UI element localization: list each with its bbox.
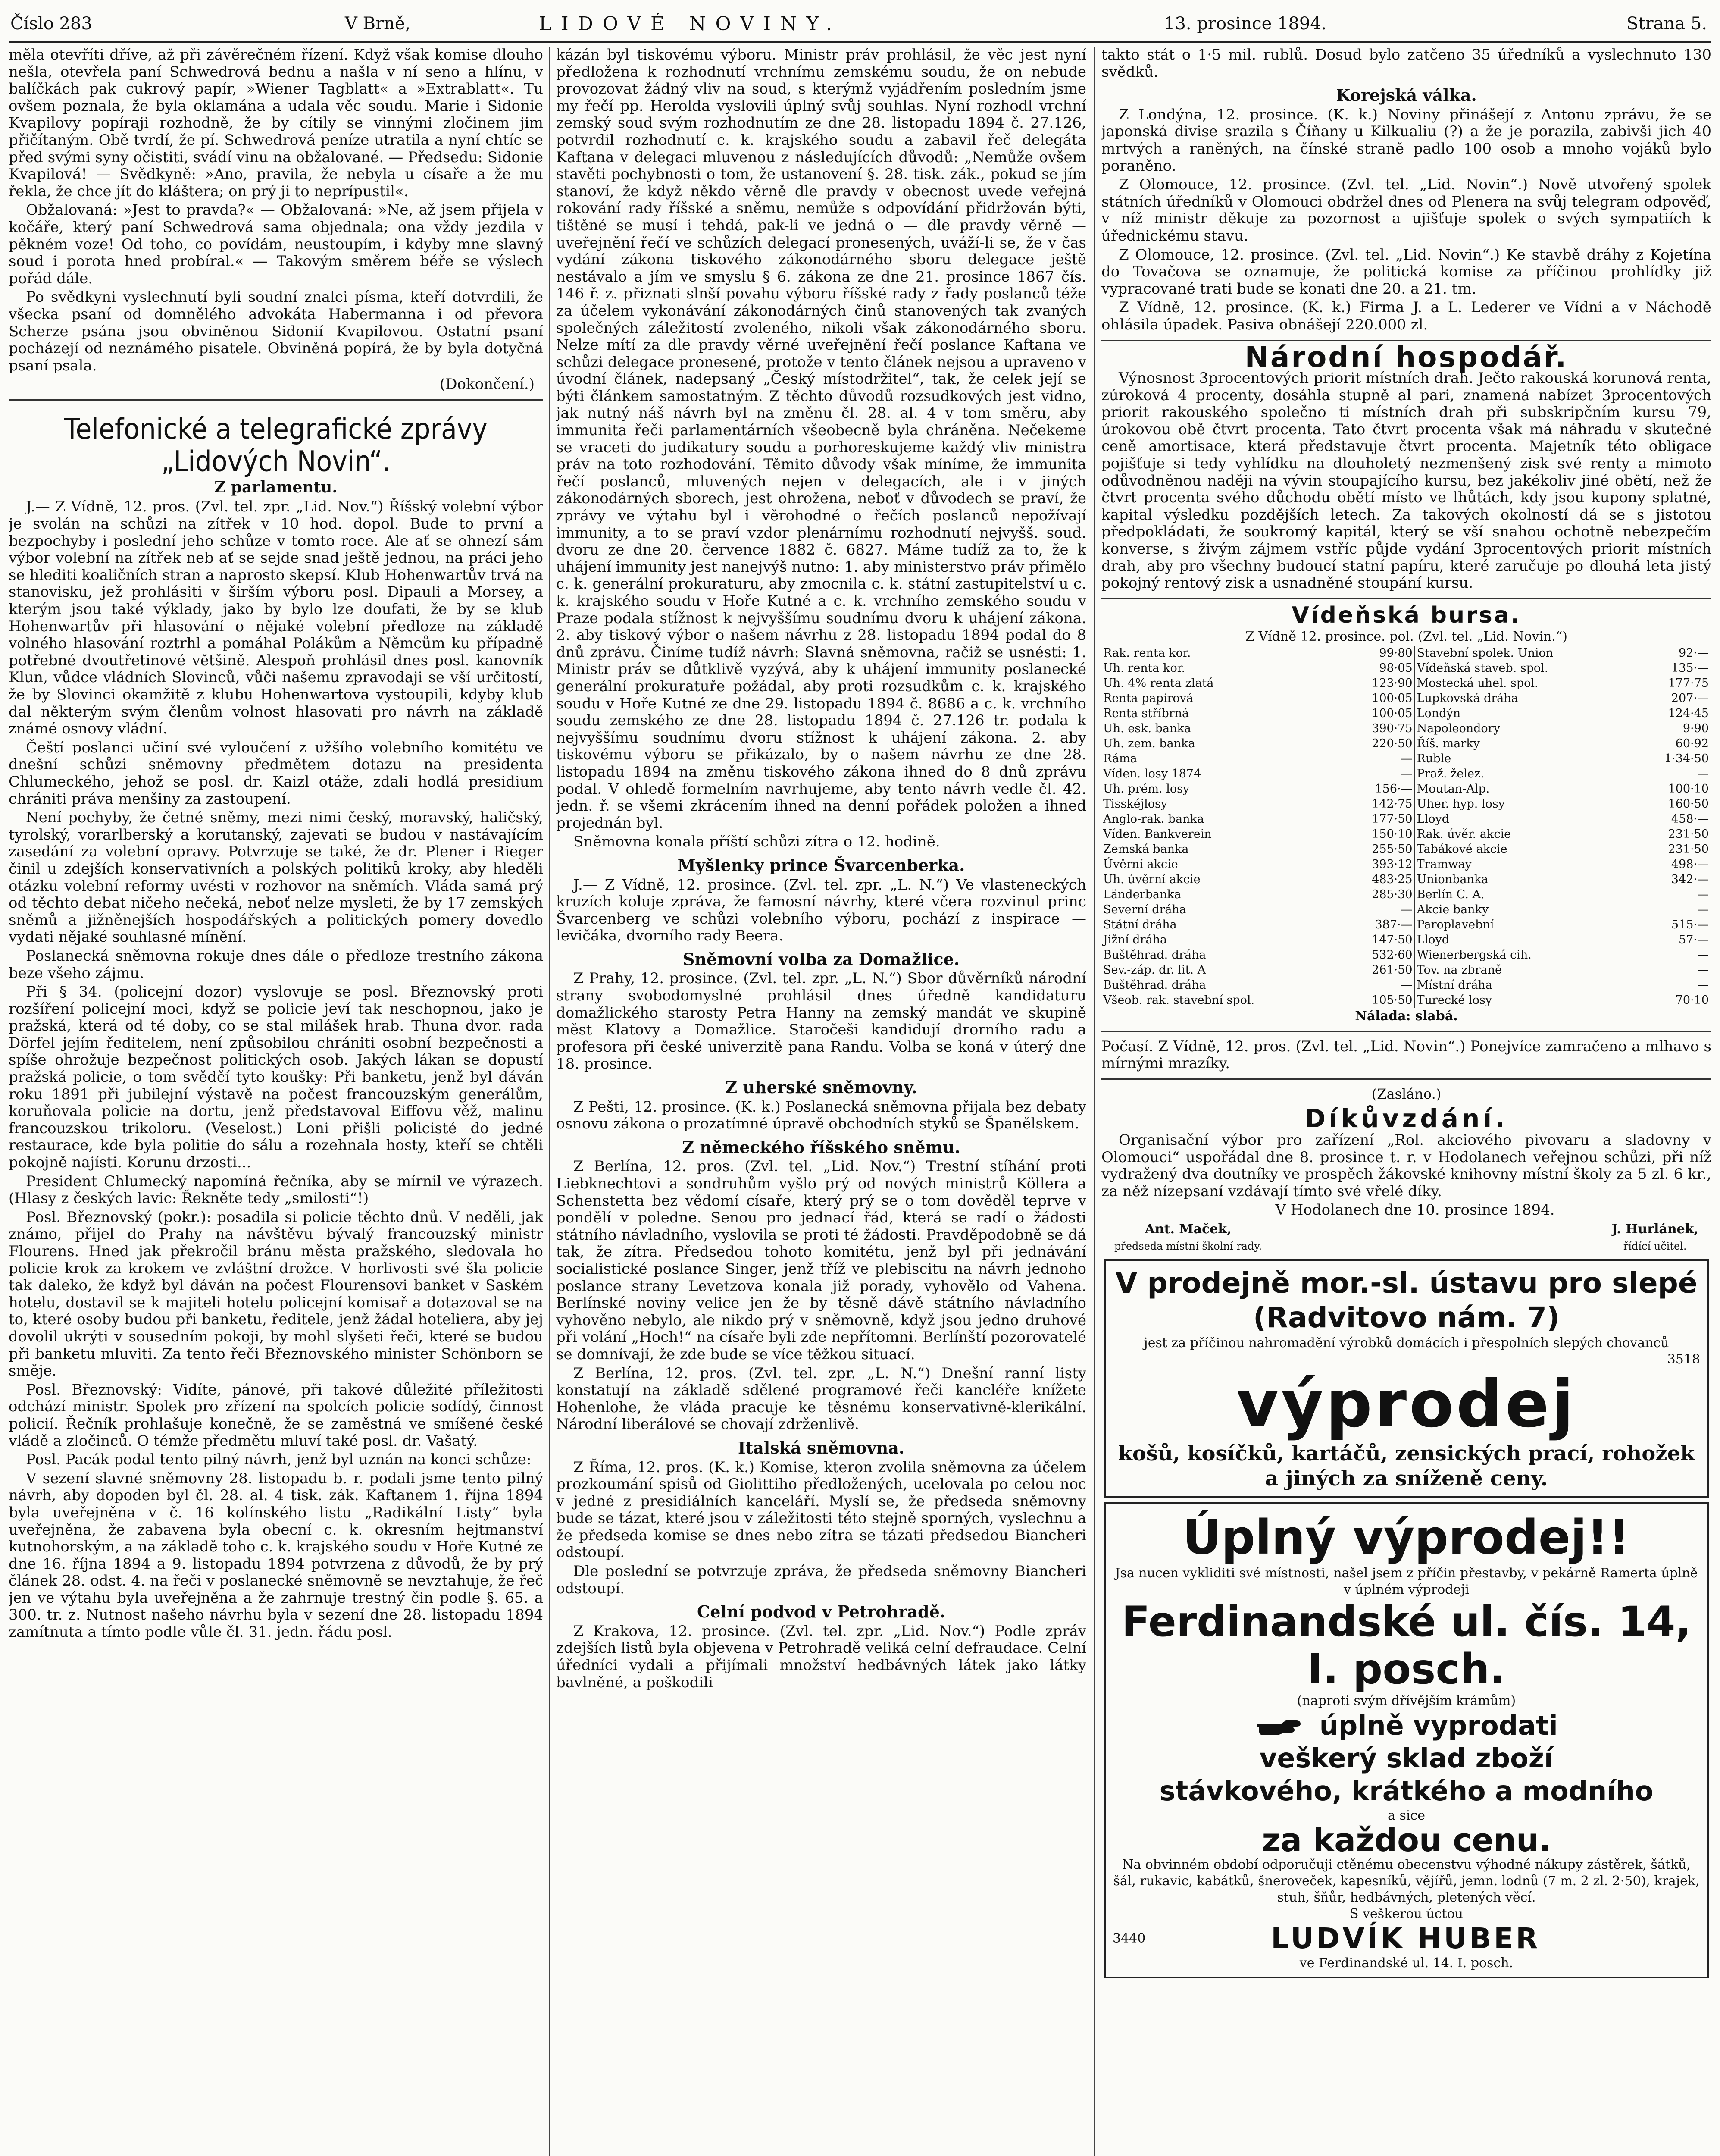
bourse-security: Lupkovská dráha [1417, 692, 1518, 705]
zaslano-label: (Zasláno.) [1371, 1085, 1442, 1102]
bourse-price: — [1345, 766, 1415, 781]
article-paragraph: Posl. Pacák podal tento pilný návrh, jenž byl uznán na konci schůze: [26, 1451, 532, 1469]
bourse-row [1101, 993, 1711, 1008]
bourse-row [1101, 796, 1711, 812]
bourse-price: 387·— [1345, 917, 1415, 932]
bourse-price: 150·10 [1345, 827, 1415, 842]
bourse-price: 1·34·50 [1635, 751, 1711, 766]
bourse-security: Tisskéjlosy [1103, 797, 1168, 811]
ad-items: Na obvinném období odporučuji ctěnému obecenstvu výhodné nákupy zástěrek, šátků, šál, rukavic, kabátků, šneroveček, kapesníků, vějířů, jemn. lodnů (7 m. 2 zl. 2·50), krajek, stuh, šňůr, hedbávných, pletených věcí. [1113, 1857, 1700, 1905]
signature-name: J. Hurlánek, [1611, 1221, 1698, 1237]
bourse-price: 231·50 [1635, 842, 1711, 857]
ad-number: 3518 [1667, 1352, 1700, 1367]
bourse-price: 123·90 [1345, 676, 1415, 691]
bourse-row [1101, 872, 1711, 887]
article-paragraph: Z Prahy, 12. prosince. (Zvl. tel. zpr. „L. N.“) Sbor důvěrníků národní strany svobodomyslné prohlásil dnes úředně kandidaturu domažlického starosty Petra Hanny na zemský mandát ve skupině měst Klatovy a Domažlice. Staročeši kandidují drorního radu a profesora při české univerzitě pana Randu. Volba se koná v úterý dne 18. prosince. [556, 970, 1086, 1073]
bourse-price: 393·12 [1345, 857, 1415, 872]
article-paragraph: Z Berlína, 12. pros. (Zvl. tel. „Lid. Nov.“) Trestní stíhání proti Liebknechtovi a sondruhům vyšlo prý od nových ministrů Köllera a Schenstetta bez vědomí císaře, který prý se o tom dověděl teprve v pondělí v poledne. Senou pro jednací řád, která se radí o žádosti státního návladního, vyslovila se proti té žádosti. Pravděpodobně se dá tak, že zítra. Předsedou tohoto komitétu, jenž byl při jednávání socialistické poslance Singer, jenž tříž ve plebiscitu na návrh jednoho poslance strany Levetzova konala již porady, vyhovělo od Vahena. Berlínské noviny velice jen že by těsně dávě státního návladního vyhověno nebylo, ale nikdo prý v sněmovně, když jsou jedno druhové při volání „Hoch!“ na císaře byli zde nepřítomni. Berlínští pozorovatelé se domnívají, že zde bude se více těžkou situací. [556, 1158, 1086, 1363]
bourse-price: 156·— [1345, 781, 1415, 796]
bourse-security: Ruble [1417, 752, 1451, 765]
bourse-security: Ráma [1103, 752, 1137, 765]
bourse-row [1101, 827, 1711, 842]
ad-big-line: veškerý sklad zboží [1259, 1742, 1554, 1774]
bourse-security: Tramway [1417, 858, 1472, 871]
article-paragraph: Sněmovna konala příští schůzi zítra o 12. hodině. [573, 833, 940, 851]
section-headline: Telefonické a telegrafické zprávy „Lidových Novin“. [64, 412, 488, 478]
bourse-price: 160·50 [1635, 796, 1711, 812]
ad-text: S veškerou úctou [1350, 1906, 1463, 1922]
article-paragraph: Posl. Březnovský: Vidíte, pánové, při takové důležité příležitosti odchází ministr. Spolek pro zřízení na spolcích policie sodídý, činnost policií. Řečník prohlašuje konečně, že se zaměstná ve smíšené české vládě a zločinců. O témže předmětu mluví také posl. dr. Vašatý. [9, 1381, 543, 1450]
bourse-security: Všeob. rak. stavební spol. [1103, 993, 1255, 1007]
bourse-row [1101, 902, 1711, 917]
bourse-price: 532·60 [1345, 947, 1415, 962]
bourse-security: Uh. 4% renta zlatá [1103, 677, 1214, 690]
column-rule [1094, 47, 1095, 2156]
bourse-price: 342·— [1635, 872, 1711, 887]
bourse-security: Napoleondory [1417, 722, 1500, 735]
ad-address: Ferdinandské ul. čís. 14, I. posch. [1122, 1598, 1691, 1694]
bourse-price: 142·75 [1345, 796, 1415, 812]
continuation-note: (Dokončení.) [440, 376, 535, 393]
bourse-price: 458·— [1635, 812, 1711, 827]
bourse-security: Renta stříbrná [1103, 707, 1189, 720]
bourse-security: Länderbanka [1103, 888, 1181, 901]
bourse-security: Uh. zem. banka [1103, 737, 1195, 750]
article-paragraph: Výnosnost 3procentových priorit místních drah. Ječto rakouská korunová renta, zúroková 4 procenty, dosáhla stupně al pari, znamená nabízet 3procentových priorit rakouského společno ti místních drah při subskripčním kursu 79, úrokovou obě čtvrt procenta. Tato čtvrt procenta však má náhradu v skutečné ceně amortisace, která představuje čtvrt procenta. Majetník této obligace pojišťuje si tedy vyhlídku na dlouholetý nezmenšený zisk své renty a mimoto odůvodněnou naději na vývin stoupajícího kursu, bez jakékoliv jiné obětí, než že čtvrt procenta svého důchodu obětí místo ve lhůtách, kdy jsou kupony splatné, kapital výsledku pozdějších letech. Za takových okolností dá se s jistotou předpokládati, že soukromý kapitál, který se vší snahou ochotně nebezpečím konverse, s živým zájmem vstříc půjde vydání 3procentových priorit místních drah, aby pro všechny budoucí statní papíru, které zaručuje po dlouhá leta jistý pokojný rentový zisk a usnadněné stoupání kursu. [1101, 370, 1711, 592]
bourse-price: 60·92 [1635, 736, 1711, 751]
section-headline-bourse: Vídeňská bursa. [1292, 602, 1521, 628]
ad-text: Jsa nucen vykliditi své místnosti, našel jsem z příčin přestavby, v pekárně Ramerta úplně v úplném výprodeji [1115, 1566, 1698, 1598]
ad-note: (naproti svým dřívějším krámům) [1297, 1693, 1516, 1709]
article-heading: Myšlenky prince Švarcenberka. [677, 855, 965, 875]
bourse-price: — [1635, 766, 1711, 781]
article-heading: Z uherské sněmovny. [725, 1078, 917, 1097]
article-paragraph: měla otevříti dříve, až při závěrečném řízení. Když však komise dlouho nešla, otevřela paní Schwedrová bednu a našla v ní seno a hlínu, v balíčkách pak cukrový papír, »Wiener Tagblatt« a »Extrablatt«. Tu ovšem poznala, že byla oklamána a udala věc soudu. Marie i Sidonie Kvapilovy popíraji rozhodně, že by cítily se vinnými zločinem jim přičítaným. Obě tvrdí, že pí. Schwedrová peníze utratila a nyní chtíc se před svými syny očistiti, svádí vinu na obžalované. — Předsedu: Sidonie Kvapilová! — Svědkyně: »Ano, pravila, že nebyla u císaře a že mu řekla, že chce jít do kláštera; on prý ji to neprípustil«. [9, 47, 543, 200]
bourse-price: 147·50 [1345, 932, 1415, 947]
bourse-price: 92·— [1635, 646, 1711, 661]
article-paragraph: Z Krakova, 12. prosince. (Zvl. tel. zpr. „Lid. Nov.“) Podle zpráv zdejších listů byla objevena v Petrohradě veliká celní defraudace. Celní úředníci vydali a přijímali množství hedbávných látek jako látky bavlněné, a poškodili [556, 1622, 1086, 1691]
article-paragraph: Posl. Březnovský (pokr.): posadila si policie těchto dnů. V neděli, jak známo, přijel do Prahy na návštěvu bývalý francouzský ministr Flourens. Hned jak překročil bránu města pražského, sledovala ho policie krok za krokem ve zvláštní drožce. V horlivosti své šla policie tak daleko, že když byl dáván na počest Flourensovi banket v Saském hotelu, dostavil se k majiteli hotelu policejní komisař a dotazoval se na to, které osoby budou při banketu, ředitele, jenž žádal hoteliera, aby jej dovolil ukrýti v sousedním pokoji, by mohl slyšeti řeči, které se budou při banketu mluviti. Za tento řeči Březnovského minister Schönborn se směje. [9, 1208, 543, 1380]
ad-headline: V prodejně mor.-sl. ústavu pro slepé (Radvitovo nám. 7) [1115, 1266, 1698, 1335]
signatures [1101, 1221, 1711, 1255]
newspaper-title: LIDOVÉ NOVINY. [539, 13, 841, 35]
bourse-price: 220·50 [1345, 736, 1415, 751]
article-paragraph: J.— Z Vídně, 12. pros. (Zvl. tel. zpr. „Lid. Nov.“) Říšský volební výbor je svolán na schůzi na zítřek v 10 hod. dopol. Bude to první a bezpochyby i poslední jeho schůze v tomto roce. Ale ať se ohnezí sám výbor volební na zítřek neb ať se sejde snad ještě jednou, na práci jeho se hlediti koaličních stran a naprosto skepsí. Klub Hohenwartův trvá na stanovisku, jež prohlásiti v širším výboru posl. Dipauli a Morsey, a kterým jsou také výklady, jako by bylo lze doufati, že by se klub Hohenwartův při hlasování o nějaké volební předloze na základě volného hlasování roztrhl a pomáhal Polákům a Němcům ku případně potřebné dvoutřetinové většině. Alespoň prohlásil dnes posl. kanovník Klun, vůdce vládních Slovinců, vůči našemu zpravodaji se vší určitostí, že by Slovinci okamžitě z klubu Hohenwartova vystoupili, kdyby klub dal některým svým členům volnost hlasovati pro návrh na základě známé osnovy vládní. [9, 498, 543, 738]
article-paragraph: Není pochyby, že četné sněmy, mezi nimi český, moravský, haličský, tyrolský, vorarlberský a korutanský, zajevati se budou v nastávajícím zasedání za volební opravy. Potvrzuje se také, že dr. Plener i Rieger činil u zdejších konservativních a polských politiků kroky, aby hleděli otázku volební reformy uvésti v rozhovor na sněmích. Vláda samá prý od těchto debat ničeho nečeká, neboť nelze mysleti, že by 17 zemských sněmů a jižněnejších hospodářských a politických pomery dovedlo vydati nějaké souhlasné mínění. [9, 809, 543, 946]
article-paragraph: Z Olomouce, 12. prosince. (Zvl. tel. „Lid. Novin“.) Nově utvořený spolek státních úředníků v Olomouci obdržel dnes od Plenera na svůj telegram odpověď, v níž ministr děkuje za pozornost a ujišťuje spolek o svých sympatiích k úřednickému stavu. [1101, 176, 1711, 244]
article-paragraph: Organisační výbor pro zařízení „Rol. akciového pivovaru a sladovny v Olomouci“ uspořádal dne 8. prosince t. r. v Hodolanech veřejnou schůzi, při níž vydražený dva doutníky ve prospěch žákovské knihovny místní školy za 5 zl. 6 kr., za něž nízepsaní vzdávají tímto své vřelé díky. [1101, 1131, 1711, 1200]
bourse-row [1101, 887, 1711, 902]
bourse-price: 207·— [1635, 691, 1711, 706]
bourse-row [1101, 646, 1711, 661]
article-paragraph: V sezení slavné sněmovny 28. listopadu b. r. podali jsme tento pilný návrh, aby dopoden byl čl. 28. al. 4 tisk. zák. Kaftanem 1. října 1894 byla uveřejněna v č. 16 kolínského listu „Radikální Listy“ byla uveřejněna, že zabavena byla obecní c. k. okresním hejtmanství kutnohorským, a na základě toho c. k. krajského soudu v Hoře Kutné ze dne 16. října 1894 a 9. listopadu 1894 potvrzena z důvodů, že by prý článek 28. odst. 4. na řeči v poslanecké sněmovně se nevztahuje, že řeč jen ve výtahu byla uveřejněna a že zahrnuje trestný čin podle §. 65. a 300. tr. z. Nutnost našeho návrhu byla v sezení dne 28. listopadu 1894 zamítnuta a tímto podle vůle čl. 31. jedn. řádu posl. [9, 1470, 543, 1641]
advertisement-blind-institute [1104, 1259, 1709, 1498]
article-paragraph: Z Olomouce, 12. prosince. (Zvl. tel. „Lid. Novin“.) Ke stavbě dráhy z Kojetína do Tovačova se oznamuje, že politická komise za příčinou prohlídky již vypracované trati bude se konati dne 20. a 21. tm. [1101, 246, 1711, 298]
bourse-row [1101, 857, 1711, 872]
article-paragraph: Po svědkyni vyslechnutí byli soudní znalci písma, kteří dotvrdili, že všecka psaní od domnělého advokáta Habermanna i od převora Scherze psána jsou obviněnou Sidonií Kvapilovou. Ostatní psaní pocházejí od neznámého pisatele. Obviněná popírá, že by byla dotyčná psaní psala. [9, 288, 543, 374]
bourse-security: Praž. želez. [1417, 767, 1484, 780]
bourse-price: 177·50 [1345, 812, 1415, 827]
bourse-security: Lloyd [1417, 933, 1449, 946]
pointing-hand-icon [1255, 1718, 1302, 1737]
bourse-security: Uh. úvěrní akcie [1103, 873, 1201, 886]
bourse-security: Uher. hyp. losy [1417, 797, 1505, 811]
signature-title: předseda místní školní rady. [1114, 1240, 1262, 1252]
bourse-price: 70·10 [1635, 993, 1711, 1008]
bourse-price: 261·50 [1345, 962, 1415, 978]
bourse-security: Moutan-Alp. [1417, 782, 1490, 796]
bourse-security: Buštěhrad. dráha [1103, 948, 1206, 962]
bourse-row [1101, 706, 1711, 721]
bourse-row [1101, 751, 1711, 766]
article-paragraph: kázán byl tiskovému výboru. Ministr práv prohlásil, že věc jest nyní předložena k rozhodnutí vrchnímu zemskému soudu, že on nebude provozovat žádný vliv na soud, s kterýmž vyjádřením posledním jsme my řečí pp. Herolda vyslovili úplný svůj souhlas. Nyní rozhodl vrchní zemský soud svým rozhodnutím ze dne 28. listopadu 1894 č. 27.126, potvrdil rozhodnutí c. k. krajského soudu a zabavil řeč delegáta Kaftana v delegaci mluvenou z následujících důvodů: „Nemůže ovšem stavěti pochybnosti o tom, že ustanovení §. 28. tisk. zák., pokud se jím stanoví, že když někdo věrně dle pravdy v obecnost uvede veřejná rokování rady říšské a sněmu, nemůže s odpovídání přidržován býti, tištěné se musí i tehdá, pak-li ve jedná o — dle pravdy věrně — uveřejnění řečí ve schůzích delegací pronesených, uváží-li se, že v čas vydání zákona tiskového zákonodárného sboru delegace ještě nestávalo a jím ve smyslu § 6. zákona ze dne 21. prosince 1867 čís. 146 ř. z. přiznati slnší povahu výboru říšské rady z řady poslanců téže za účelem vykonávání zákonodárných činů stanovených tak zvaných společných záležitostí zvoleného, nikoli však zákonodárného sboru. Nelze mítí za dle pravdy věrné uveřejnění řečí poslance Kaftana ve schůzi delegace pronesené, protože v tento článek nejsou a upraveno v úvodní článek, nadepsaný „Český místodržitel“, tak, že celek její se býti článkem samostatným. Z těchto důvodů rozsudkových jest vidno, jak nutný náš návrh byl na změnu čl. 28. al. 4 v tom směru, aby immunita řeči parlamentárních všeobecně byla chráněna. Nečekeme se vraceti do judikatury soudu a porhoreskujeme každý vliv ministra práv na toto rozhodování. Těmito důvody však míníme, že immunita řečí poslanců, mluvených nejen v delegacích, ale i v jiných zákonodárných sborech, jest ohrožena, neboť v důvodech se praví, že zprávy ve výtahu byl i věrohodné o řečích poslanců nepožívají immunity, a to se praví vzdor plenárnímu rozhodnutí nejvyšš. soud. dvoru ze dne 20. července 1882 č. 6827. Máme tudíž za to, že k uhájení immunity jest nanejvýš nutno: 1. aby ministerstvo práv přimělo c. k. generální prokuraturu, aby zmocnila c. k. státní zastupitelství u c. k. krajského soudu v Hoře Kutné a c. k. vrchního zemského soudu v Praze podala stížnost k nejvyššímu soudnímu dvoru k uhájení zákona. 2. aby tiskový výbor o našem návrhu z 28. listopadu 1894 podal do 8 dnů zprávu. Činíme tudíž návrh: Slavná sněmovna, račiž se usnésti: 1. Ministr práv se důtklivě vyzývá, aby k uhájení immunity poslanecké generální prokuratuře požádal, aby proti rozsudkům c. k. krajského soudu v Hoře Kutné ze dne 29. listopadu 1894 č. 8686 a c. k. vrchního soudu zemského ze dne 28. listopadu 1894 č. 27.126 tr. podala k nejvyššímu soudnímu dvoru stížnost k uhájení zákona. 2. aby tiskovému výboru se přikázalo, by o našem návrhu ze dne 28. listopadu 1894 na změnu tiskového zákona ihned do 8 dnů zprávu podal. V ohledě formelním navrhujeme, aby tento návrh vedle čl. 42. jedn. ř. se všemi zkrácením ihned na denní pořádek položen a ihned projednán byl. [556, 47, 1086, 832]
section-subheading: Z parlamentu. [214, 478, 338, 496]
article-paragraph: takto stát o 1·5 mil. rublů. Dosud bylo zatčeno 35 úředníků a vyslechnuto 130 svědků. [1101, 47, 1711, 81]
bourse-price: — [1635, 887, 1711, 902]
bourse-security: Vídeňská staveb. spol. [1417, 661, 1548, 675]
bourse-row [1101, 691, 1711, 706]
bourse-dateline: Z Vídně 12. prosince. pol. (Zvl. tel. „Lid. Novin.“) [1245, 629, 1567, 645]
bourse-security: Zemská banka [1103, 843, 1189, 856]
bourse-price: 255·50 [1345, 842, 1415, 857]
bourse-security: Tov. na zbraně [1417, 963, 1502, 977]
issue-number: Číslo 283 [10, 14, 92, 34]
bourse-security: Říš. marky [1417, 737, 1480, 750]
bourse-security: Rak. úvěr. akcie [1417, 827, 1511, 841]
weather-report: Počasí. Z Vídně, 12. pros. (Zvl. tel. „Lid. Novin“.) Ponejvíce zamračeno a mlhavo s mírnými mrazíky. [1101, 1037, 1711, 1072]
article-paragraph: Z Vídně, 12. prosince. (K. k.) Firma J. a L. Lederer ve Vídni a v Náchodě ohlásila úpadek. Pasiva obnášejí 220.000 zl. [1101, 299, 1711, 333]
article-paragraph: Čeští poslanci učiní své vyloučení z užšího volebního komitétu ve dnešní schůzi sněmovny předmětem dotazu na presidenta Chlumeckého, jehož se posl. dr. Kaizl otáže, zdali hodlá presidium chrániti práva menšiny za zastoupení. [9, 739, 543, 808]
article-paragraph: J.— Z Vídně, 12. prosince. (Zvl. tel. zpr. „L. N.“) Ve vlasteneckých kruzích koluje zpráva, že famosní návrhy, které včera rozvinul princ Švarcenberg ve schůzi volebního výboru, pochází z inspirace — levičáka, dvorního rady Beera. [556, 876, 1086, 945]
bourse-price: 9·90 [1635, 721, 1711, 736]
divider [1101, 1078, 1711, 1080]
bourse-price: 515·— [1635, 917, 1711, 932]
page-number: Strana 5. [1626, 14, 1707, 34]
ad-text: a sice [1388, 1808, 1425, 1824]
bourse-price: 177·75 [1635, 676, 1711, 691]
ad-price-line: za každou cenu. [1262, 1822, 1551, 1859]
article-paragraph: Z Londýna, 12. prosince. (K. k.) Noviny přinášejí z Antonu zprávu, že se japonská divise srazila s Číňany u Kilkualiu (?) a že je porazila, zabivši jich 40 mrtvých a raněných, na čínské straně padlo 100 osob a mnoho vojáků bylo poraněno. [1101, 106, 1711, 175]
bourse-price: — [1635, 902, 1711, 917]
bourse-security: Sev.-záp. dr. lit. A [1103, 963, 1206, 977]
bourse-row [1101, 978, 1711, 993]
bourse-security: Buštěhrad. dráha [1103, 978, 1206, 992]
article-paragraph: Z Říma, 12. pros. (K. k.) Komise, kteron zvolila sněmovna za účelem prozkoumání spisů od Giolittiho předložených, ucelovala po celou noc v jedné z presidiálních kanceláří. Myslí se, že předseda sněmovny bude se tázat, které jsou v záležitosti této stejně sporných, vyslechnu a že předseda komise se dnes nebo zítra se tázati předsedou Biancheri odstoupí. [556, 1458, 1086, 1561]
article-heading: Korejská válka. [1336, 85, 1477, 105]
bourse-price: — [1635, 962, 1711, 978]
article-heading: Celní podvod v Petrohradě. [697, 1602, 946, 1622]
bourse-price: — [1345, 902, 1415, 917]
article-heading: Italská sněmovna. [738, 1438, 905, 1457]
bourse-security: Tabákové akcie [1417, 843, 1507, 856]
bourse-price: 498·— [1635, 857, 1711, 872]
bourse-price: 100·10 [1635, 781, 1711, 796]
article-heading: Sněmovní volba za Domažlice. [682, 949, 960, 969]
article-paragraph: President Chlumecký napomíná řečníka, aby se mírnil ve výrazech. (Hlasy z českých lavic: Řekněte tedy „smilosti“!) [9, 1172, 543, 1207]
bourse-security: Londýn [1417, 707, 1461, 720]
bourse-security: Paroplavební [1417, 918, 1494, 931]
bourse-row [1101, 661, 1711, 676]
ad-text: jest za příčinou nahromadění výrobků domácích i přespolních slepých chovanců [1144, 1335, 1669, 1351]
bourse-price: 98·05 [1345, 661, 1415, 676]
bourse-security: Turecké losy [1417, 993, 1492, 1007]
article-paragraph: Při § 34. (policejní dozor) vyslovuje se posl. Březnovský proti rozšíření policejní moci, když se policie jeví tak neschopnou, jako je pražská, která od té doby, co se stal milášek hrab. Thuna dvor. rada Dörfel jejím ředitelem, není způsobilou chrániti osobní bezpečnosti a spíše ohrožuje bezpečnost politických osob. Jakých lákan se dopustí pražská policie, o tom svědčí tyto koušky: Při banketu, jenž byl dáván roku 1891 při jubilejní výstavě na počest francouzským generálům, koruňovala policie na dortu, jenž představoval Eiffovu věž, malinu francouzskou trikoloru. (Veselost.) Loni přišli policisté do jedné restaurace, kde byla politie do sálu a rozehnala hosty, kteří se chtěli pokojně najísti. Korunu drzosti... [9, 983, 543, 1172]
bourse-row [1101, 842, 1711, 857]
page-header [9, 7, 1711, 43]
column-rule [549, 47, 550, 2156]
article-heading: Z německého říšského sněmu. [682, 1137, 960, 1157]
bourse-security: Akcie banky [1417, 903, 1489, 916]
ad-address-footer: ve Ferdinandské ul. 14. I. posch. [1299, 1955, 1514, 1971]
bourse-price: 105·50 [1345, 993, 1415, 1008]
bourse-row [1101, 736, 1711, 751]
article-paragraph: Z Pešti, 12. prosince. (K. k.) Poslanecká sněmovna přijala bez debaty osnovu zákona o prozatímné úpravě obchodních styků se Španělskem. [556, 1098, 1086, 1133]
bourse-price: 390·75 [1345, 721, 1415, 736]
bourse-row [1101, 721, 1711, 736]
ad-headline: Úplný výprodej!! [1182, 1510, 1630, 1565]
bourse-security: Uh. esk. banka [1103, 722, 1191, 735]
column-2 [556, 47, 1086, 2156]
bourse-security: Severní dráha [1103, 903, 1186, 916]
article-paragraph: V Hodolanech dne 10. prosince 1894. [1275, 1201, 1555, 1219]
section-headline-economy: Národní hospodář. [1245, 340, 1568, 374]
article-paragraph: Z Berlína, 12. pros. (Zvl. tel. zpr. „L. N.“) Dnešní ranní listy konstatují na základě sdělené programové řeči kancléře knížete Hohenlohe, že vláda pracuje ke těsnému konservativně-klerikální. Národní liberálové se chovají zdrženlivě. [556, 1364, 1086, 1433]
bourse-security: Místní dráha [1417, 978, 1492, 992]
bourse-price: 100·05 [1345, 706, 1415, 721]
bourse-security: Rak. renta kor. [1103, 646, 1191, 660]
ad-big-line: stávkového, krátkého a modního [1159, 1775, 1654, 1807]
bourse-row [1101, 781, 1711, 796]
bourse-security: Víden. losy 1874 [1103, 767, 1201, 780]
bourse-price: — [1345, 751, 1415, 766]
bourse-table [1101, 646, 1711, 1008]
bourse-row [1101, 917, 1711, 932]
bourse-security: Státní dráha [1103, 918, 1177, 931]
ad-number: 3440 [1113, 1931, 1146, 1946]
bourse-security: Víden. Bankverein [1103, 827, 1212, 841]
bourse-row [1101, 962, 1711, 978]
bourse-price: 135·— [1635, 661, 1711, 676]
divider [1101, 598, 1711, 599]
date: 13. prosince 1894. [1164, 14, 1327, 34]
ad-merchant-name: LUDVÍK HUBER [1271, 1922, 1541, 1955]
bourse-price: 285·30 [1345, 887, 1415, 902]
bourse-price: — [1635, 947, 1711, 962]
bourse-security: Lloyd [1417, 812, 1449, 826]
article-paragraph: Poslanecká sněmovna rokuje dnes dále o předloze trestního zákona beze všeho zájmu. [9, 947, 543, 982]
bourse-security: Renta papírová [1103, 692, 1194, 705]
bourse-price: 100·05 [1345, 691, 1415, 706]
bourse-price: — [1345, 978, 1415, 993]
article-paragraph: Dle poslední se potvrzuje zpráva, že předseda sněmovny Biancheri odstoupí. [556, 1563, 1086, 1597]
article-paragraph: Obžalovaná: »Jest to pravda?« — Obžalovaná: »Ne, až jsem přijela v kočáře, který paní Schwedrová sama objednala; ona vždy jezdila v pěkném voze! Od toho, co povídám, neustoupím, i kdyby mne slavný soud i porota hned probíral.« — Takovým směrem béře se výslech pořád dále. [9, 201, 543, 287]
bourse-price: — [1635, 978, 1711, 993]
ad-big-word: výprodej [1236, 1367, 1576, 1442]
bourse-security: Uh. renta kor. [1103, 661, 1185, 675]
bourse-price: 483·25 [1345, 872, 1415, 887]
bourse-security: Berlín C. A. [1417, 888, 1485, 901]
bourse-security: Unionbanka [1417, 873, 1489, 886]
divider [9, 399, 543, 401]
bourse-security: Mostecká uhel. spol. [1417, 677, 1539, 690]
bourse-security: Uh. prém. losy [1103, 782, 1190, 796]
city: V Brně, [345, 14, 411, 34]
bourse-mood: Nálada: slabá. [1355, 1009, 1458, 1024]
signature-title: řídící učitel. [1623, 1240, 1687, 1252]
bourse-row [1101, 932, 1711, 947]
bourse-price: 124·45 [1635, 706, 1711, 721]
bourse-row [1101, 766, 1711, 781]
bourse-price: 231·50 [1635, 827, 1711, 842]
bourse-security: Stavební spolek. Union [1417, 646, 1554, 660]
bourse-security: Anglo-rak. banka [1103, 812, 1204, 826]
ad-slogan: úplně vyprodati [1319, 1710, 1558, 1742]
bourse-security: Jižní dráha [1103, 933, 1167, 946]
bourse-row [1101, 676, 1711, 691]
bourse-row [1101, 812, 1711, 827]
ad-items: košů, kosíčků, kartáčů, zensických prací, rohožek a jiných za sníženě ceny. [1118, 1442, 1695, 1491]
advertisement-huber [1104, 1502, 1709, 1978]
divider [1101, 1031, 1711, 1032]
bourse-row [1101, 947, 1711, 962]
signature-name: Ant. Maček, [1145, 1221, 1232, 1237]
bourse-price: 57·— [1635, 932, 1711, 947]
column-3 [1101, 47, 1711, 2156]
bourse-security: Úvěrní akcie [1103, 858, 1178, 871]
column-1 [9, 47, 543, 2156]
bourse-security: Wienerbergská cih. [1417, 948, 1532, 962]
bourse-price: 99·80 [1345, 646, 1415, 661]
thanks-heading: Díkůvzdání. [1304, 1104, 1508, 1134]
